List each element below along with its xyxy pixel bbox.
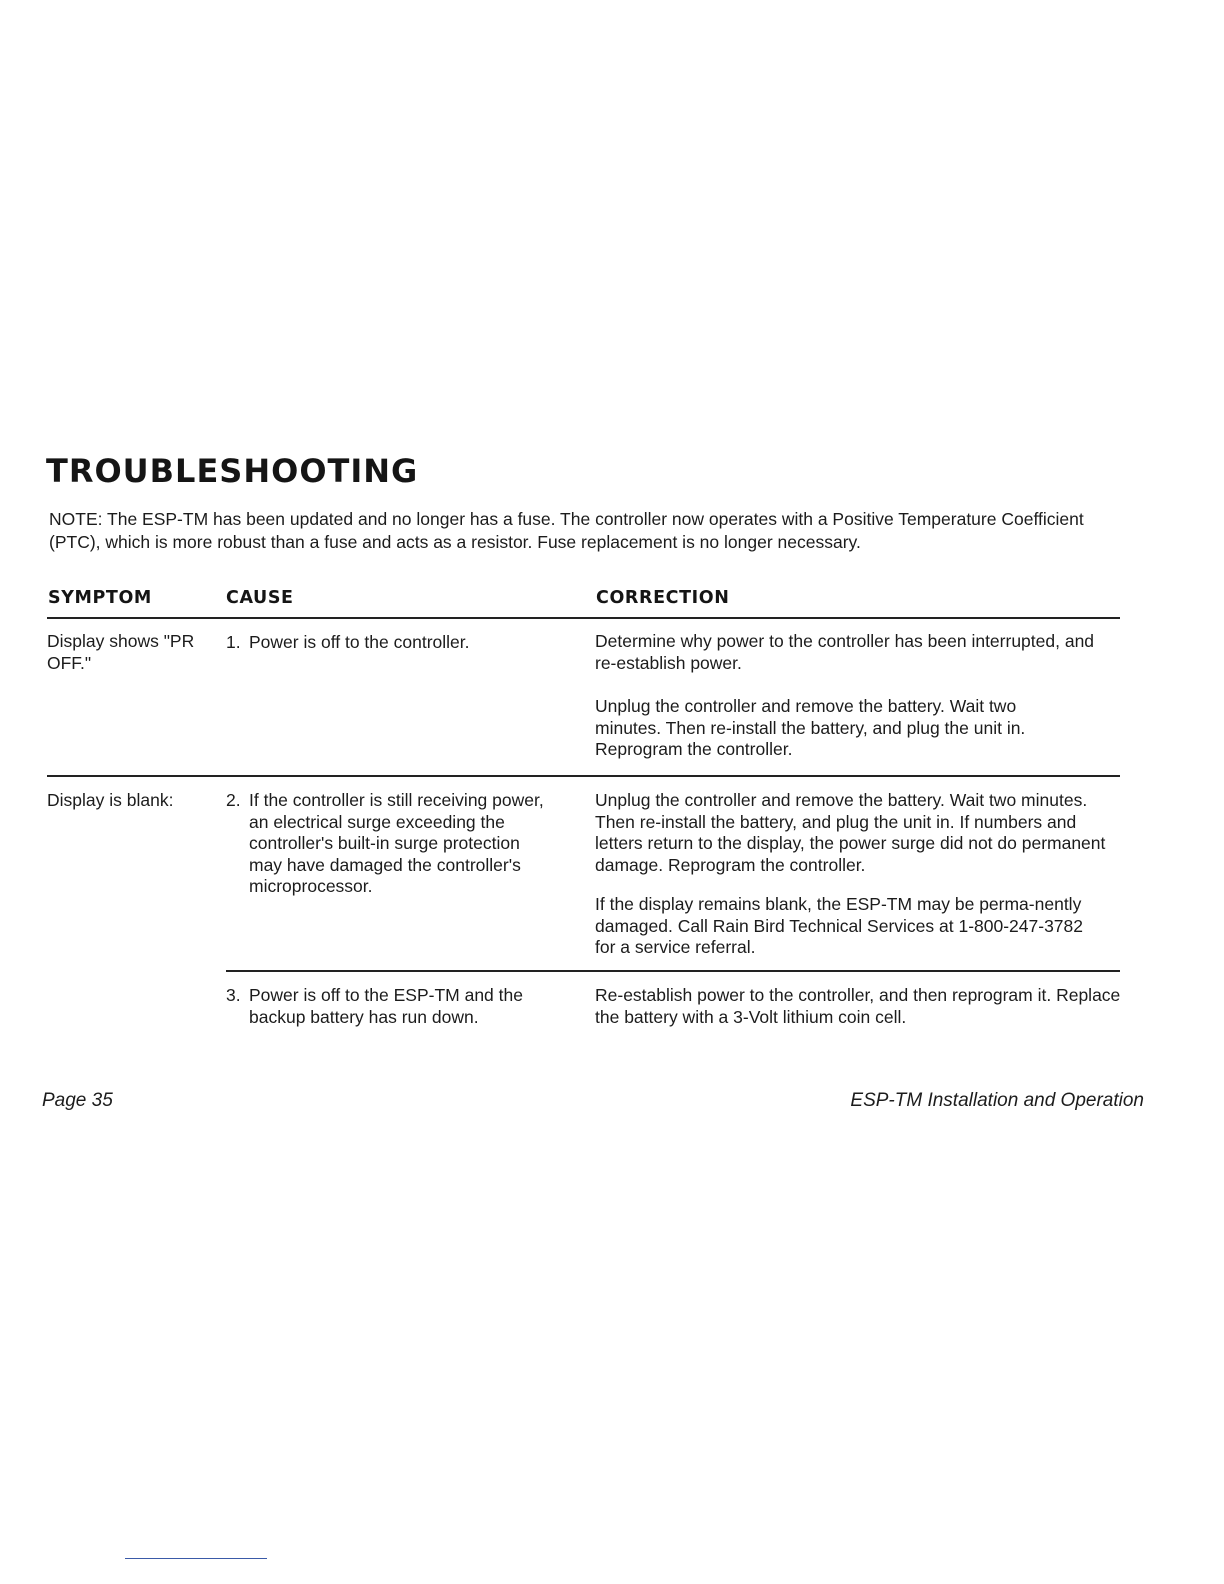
page-number: Page 35: [42, 1090, 113, 1111]
cause-number: 3.: [226, 985, 241, 1005]
update-note: NOTE: The ESP-TM has been updated and no longer has a fuse. The controller now operates with a Positive Temperature Coefficient (PTC), which is more robust than a fuse and acts as a resistor. Fuse replacement is no longer necessary.: [49, 509, 1084, 552]
correction-paragraph: Re-establish power to the controller, and then reprogram it. Replace the battery with a 3-Volt lithium coin cell.: [595, 985, 1121, 1027]
symptom-cell: Display is blank:: [47, 790, 174, 810]
cause-cell: Power is off to the ESP-TM and the backup battery has run down.: [249, 985, 523, 1027]
document-title: ESP-TM Installation and Operation: [850, 1090, 1144, 1111]
cause-cell: Power is off to the controller.: [249, 632, 470, 652]
correction-paragraph: If the display remains blank, the ESP-TM may be perma-nently damaged. Call Rain Bird Technical Services at 1-800-247-3782 for a service referral.: [595, 894, 1084, 957]
cause-number: 1.: [226, 632, 241, 652]
link-underline: [125, 1558, 267, 1559]
header-divider: [47, 617, 1120, 619]
correction-header: CORRECTION: [596, 588, 730, 608]
correction-paragraph: Unplug the controller and remove the battery. Wait two minutes. Then re-install the battery, and plug the unit in. Reprogram the controller.: [595, 696, 1026, 759]
row-divider: [226, 970, 1120, 972]
symptom-header: SYMPTOM: [48, 588, 152, 608]
cause-number: 2.: [226, 790, 241, 810]
cause-cell: If the controller is still receiving power, an electrical surge exceeding the controller's built-in surge protection may have damaged the controller's microprocessor.: [249, 790, 544, 896]
correction-paragraph: Determine why power to the controller has been interrupted, and re-establish power.: [595, 631, 1095, 673]
row-divider: [47, 775, 1120, 777]
cause-header: CAUSE: [226, 588, 294, 608]
symptom-cell: Display shows "PR OFF.": [47, 631, 195, 673]
correction-paragraph: Unplug the controller and remove the battery. Wait two minutes. Then re-install the battery, and plug the unit in. If numbers and letters return to the display, the power surge did not do permanent damage. Reprogram the controller.: [595, 790, 1106, 875]
page-title: TROUBLESHOOTING: [46, 452, 419, 490]
